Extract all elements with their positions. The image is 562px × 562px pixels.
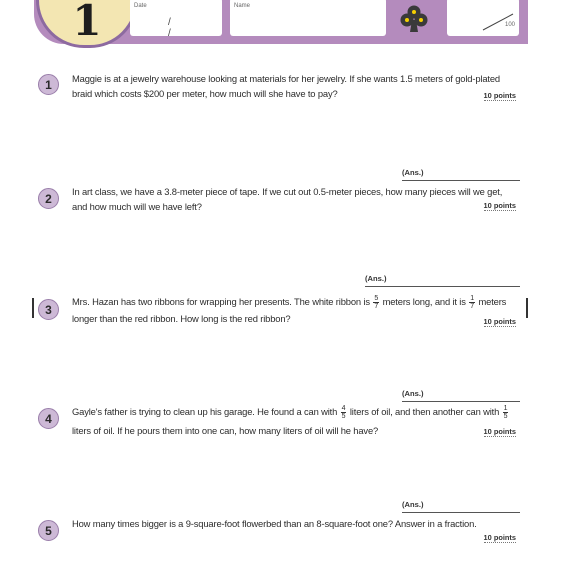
problem-3 [34,292,524,336]
problem-number: 2 [38,188,59,209]
name-label: Name [234,3,251,9]
problem-number: 1 [38,74,59,95]
name-field[interactable] [230,0,386,36]
points-label: 10 points [483,201,516,210]
question-text: Maggie is at a jewelry warehouse looking at materials for her jewelry. If she wants 1.5 meters of gold-plated braid which costs $200 per meter, how much will she have to pay? [72,73,500,99]
date-label: Date [134,3,147,9]
answer-label: (Ans.) [365,274,387,283]
date-field[interactable] [130,0,222,39]
points-label: 10 points [483,533,516,542]
answer-line[interactable] [365,274,520,287]
fraction: $\frac{1}{5}$ [503,405,508,421]
answer-line[interactable] [402,389,520,402]
question-text-part: liters of oil. If he pours them into one can, how many liters of oil will he have? [72,425,379,436]
score-field[interactable] [447,0,519,36]
problem-4 [34,402,524,446]
answer-line[interactable] [402,500,520,513]
answer-label: (Ans.) [402,500,424,509]
question-text [72,293,518,327]
points-label: 10 points [483,91,516,100]
score-total: 100 [504,22,515,28]
problem-2 [34,183,524,223]
club-icon [398,3,430,35]
points-label: 10 points [483,427,516,436]
problem-number: 5 [38,520,59,541]
margin-mark-right [526,298,528,318]
question-text-part: Gayle's father is trying to clean up his garage. He found a can with [72,406,338,417]
problem-number: 4 [38,408,59,429]
question-text: How many times bigger is a 9-square-foot flowerbed than an 8-square-foot one? Answer in a fraction. [72,518,477,529]
question-text-part: meters longer than the red ribbon. How long is the red ribbon? [72,296,507,325]
problem-number: 3 [38,299,59,320]
question-text-part: Mrs. Hazan has two ribbons for wrapping her presents. The white ribbon is [72,296,370,307]
answer-label: (Ans.) [402,168,424,177]
question-text [72,402,518,440]
answer-label: (Ans.) [402,389,424,398]
date-slashes: / / [168,17,189,39]
score-slash [447,0,519,36]
question-text-part: meters long, and it is [382,296,466,307]
points-label: 10 points [483,317,516,326]
problem-5 [34,515,524,555]
question-text: In art class, we have a 3.8-meter piece of tape. If we cut out 0.5-meter pieces, how many pieces will we get, and how much will we have left? [72,186,503,212]
fraction: $\frac{4}{5}$ [341,405,346,421]
question-text-part: liters of oil, and then another can with [349,406,500,417]
unit-number: 1 [72,0,102,45]
answer-line[interactable] [402,168,520,181]
fraction: $\frac{5}{7}$ [374,295,379,311]
fraction: $\frac{1}{7}$ [470,295,474,311]
problem-1 [34,70,524,110]
